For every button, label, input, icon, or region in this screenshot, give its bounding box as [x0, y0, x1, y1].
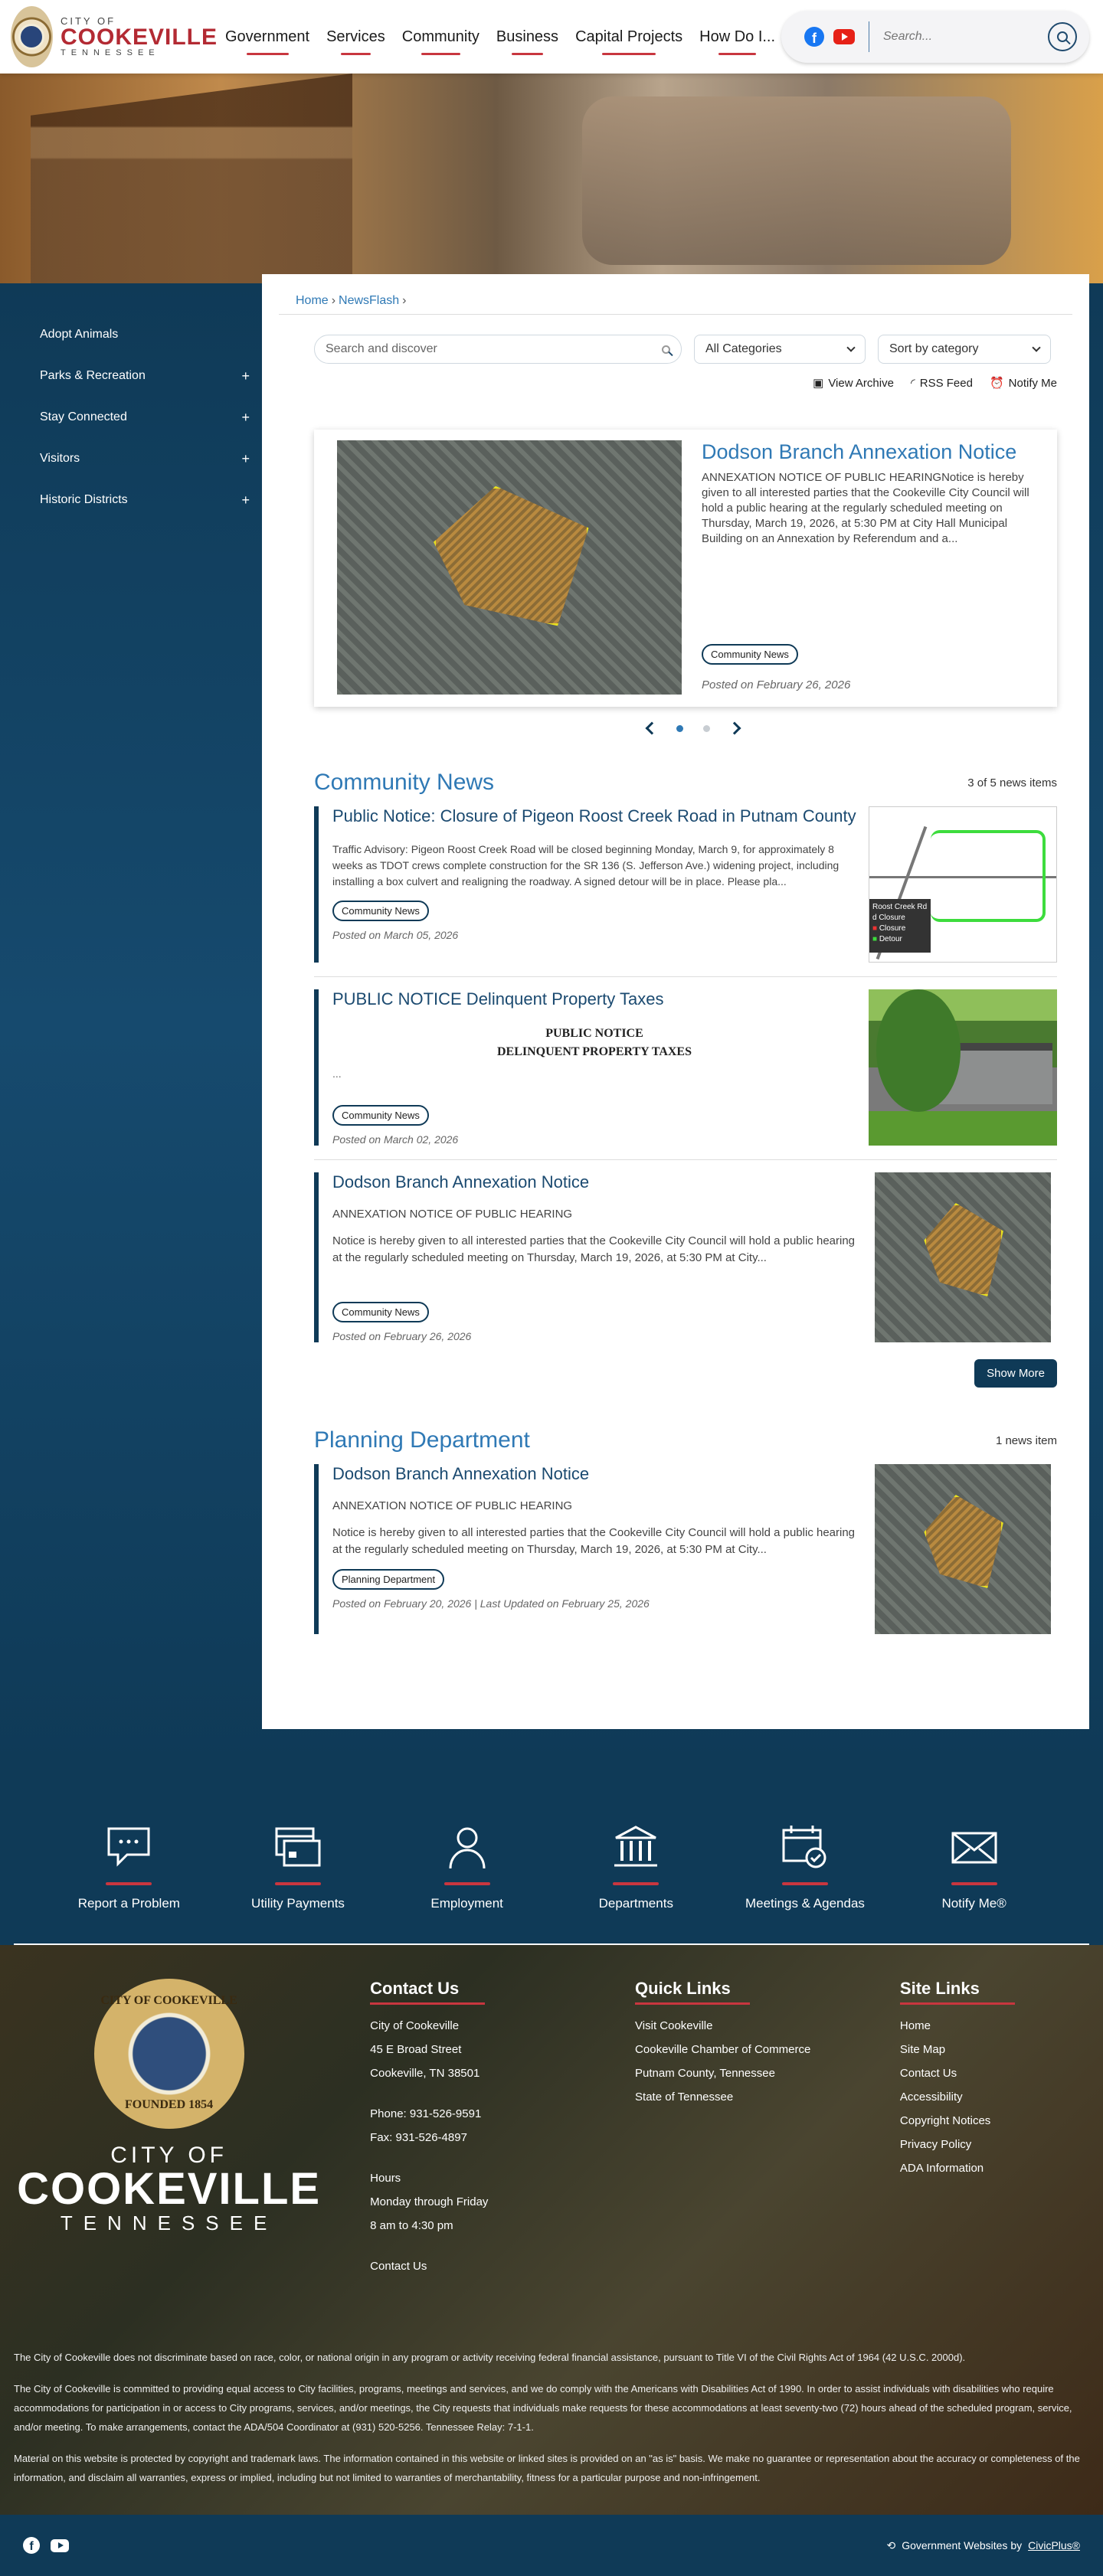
footer-link[interactable]: Privacy Policy	[899, 2138, 972, 2151]
news-date: Posted on February 26, 2026	[332, 1330, 472, 1342]
divider	[314, 1159, 1057, 1160]
alarm-clock-icon: ⏰	[989, 377, 1004, 390]
news-excerpt: PUBLIC NOTICE DELINQUENT PROPERTY TAXES	[496, 1027, 692, 1058]
envelope-icon	[950, 1824, 999, 1870]
featured-title[interactable]: Dodson Branch Annexation Notice	[702, 440, 1017, 463]
rss-icon: ◜	[910, 377, 915, 390]
featured-date: Posted on February 26, 2026	[702, 678, 851, 691]
news-date: Posted on March 02, 2026	[332, 1133, 459, 1146]
chevron-down-icon	[1032, 343, 1040, 351]
logo-city-of: CITY OF	[60, 15, 116, 27]
sidebar-item-visitors[interactable]: Visitors +	[40, 450, 250, 466]
sidebar-item-stay-connected[interactable]: Stay Connected +	[40, 409, 250, 425]
footer-link[interactable]: State of Tennessee	[635, 2091, 734, 2104]
footer-phone[interactable]: Phone: 931-526-9591	[370, 2107, 482, 2120]
news-item: PUBLIC NOTICE Delinquent Property Taxes PUBLIC NOTICE DELINQUENT PROPERTY TAXES ... Community News Posted on March 02, 2026	[314, 989, 1057, 1146]
chevron-left-icon[interactable]	[646, 722, 659, 735]
quick-link-notify-me[interactable]: Notify Me®	[898, 1824, 1051, 1911]
news-count: 3 of 5 news items	[967, 776, 1057, 789]
gazebo-image	[31, 74, 352, 283]
news-filters	[314, 335, 1072, 364]
footer-link[interactable]: ADA Information	[899, 2162, 984, 2175]
hero-banner	[0, 74, 1103, 283]
ada-notice: The City of Cookeville is committed to providing equal access to City facilities, programs, meetings and services, and we do comply with the Americans with Disabilities Act of 1990. In order to assist individuals with disabilities who require accommodations for participation in or access to City programs, services, and/or meetings, the City requests that individuals make requests for these accommodations at least seventy-two (72) hours ahead of the scheduled program, service, and/or meeting. To make arrangements, contact the ADA/504 Coordinator at (931) 520-5256. Tennessee Relay: 7-1-1.	[14, 2383, 1072, 2433]
road-closure-map-image[interactable]: Roost Creek Rd d Closure ■ Closure ■ Detour	[869, 806, 1057, 963]
footer-heading: Site Links	[900, 1979, 1089, 1999]
footer-link[interactable]: Contact Us	[899, 2067, 957, 2080]
civicplus-link[interactable]: CivicPlus®	[1028, 2539, 1080, 2551]
category-select[interactable]: All Categories	[694, 335, 866, 364]
view-archive-link[interactable]: ▣ View Archive	[813, 376, 894, 390]
annexation-map-image[interactable]	[875, 1172, 1051, 1342]
footer-heading: Contact Us	[370, 1979, 635, 1999]
archive-box-icon: ▣	[813, 377, 824, 390]
nav-community[interactable]: Community	[402, 24, 479, 51]
quick-link-departments[interactable]: Departments	[559, 1824, 712, 1911]
breadcrumb-home[interactable]: Home	[296, 294, 329, 307]
category-tag[interactable]: Community News	[332, 1105, 429, 1126]
rss-feed-link[interactable]: ◜ RSS Feed	[910, 376, 973, 390]
nav-business[interactable]: Business	[496, 24, 558, 51]
search-icon	[662, 345, 670, 354]
credit-card-icon	[273, 1824, 322, 1870]
category-tag[interactable]: Planning Department	[332, 1569, 444, 1590]
news-excerpt: Notice is hereby given to all interested parties that the Cookeville City Council will hold a public hearing at the regularly scheduled meeting on Thursday, March 19, 2026, at 5:30 PM at City...	[332, 1234, 856, 1264]
footer-link[interactable]: Site Map	[899, 2043, 946, 2056]
chevron-down-icon	[846, 343, 855, 351]
person-icon	[443, 1824, 492, 1870]
news-title[interactable]: PUBLIC NOTICE Delinquent Property Taxes	[332, 989, 664, 1008]
youtube-icon[interactable]	[833, 29, 855, 44]
quick-link-meetings-agendas[interactable]: Meetings & Agendas	[728, 1824, 882, 1911]
featured-news-card[interactable]	[314, 430, 1057, 707]
footer-link[interactable]: Visit Cookeville	[635, 2019, 713, 2032]
sidebar-item-adopt-animals[interactable]: Adopt Animals	[40, 328, 119, 341]
category-tag[interactable]: Community News	[332, 1302, 429, 1322]
category-tag[interactable]: Community News	[332, 901, 429, 921]
footer-link[interactable]: Putnam County, Tennessee	[635, 2067, 775, 2080]
title-vi-notice: The City of Cookeville does not discriminate based on race, color, or national origin in any program or activity receiving federal financial assistance, pursuant to Title VI of the Civil Rights Act of 1964 (42 U.S.C. 2000d).	[14, 2352, 966, 2363]
main-nav	[225, 24, 775, 51]
building-icon	[611, 1824, 660, 1870]
breadcrumb-newsflash[interactable]: NewsFlash	[339, 294, 400, 307]
footer-heading: Quick Links	[635, 1979, 900, 1999]
logo-name: COOKEVILLE	[60, 25, 218, 50]
news-title[interactable]: Dodson Branch Annexation Notice	[332, 1172, 590, 1192]
breadcrumb: Home › NewsFlash ›	[279, 294, 1072, 315]
quick-link-employment[interactable]: Employment	[391, 1824, 544, 1911]
city-seal-icon: CITY OF COOKEVILLE FOUNDED 1854	[94, 1979, 244, 2129]
expand-plus-icon[interactable]: +	[241, 450, 250, 466]
quick-link-report-problem[interactable]: Report a Problem	[52, 1824, 205, 1911]
footer-link[interactable]: Copyright Notices	[899, 2114, 991, 2127]
facebook-icon[interactable]: f	[23, 2537, 40, 2554]
nav-services[interactable]: Services	[326, 24, 385, 51]
news-subtitle: ANNEXATION NOTICE OF PUBLIC HEARING	[332, 1499, 573, 1512]
category-tag[interactable]: Community News	[702, 644, 798, 665]
section-title: Planning Department	[314, 1427, 530, 1453]
facebook-icon[interactable]: f	[804, 27, 824, 47]
city-seal-icon	[11, 6, 53, 67]
quick-link-utility-payments[interactable]: Utility Payments	[221, 1824, 375, 1911]
header-utility-bar	[781, 11, 1089, 63]
news-excerpt: Traffic Advisory: Pigeon Roost Creek Road will be closed beginning Monday, March 9, for approximately 8 weeks as TDOT crews complete construction for the SR 136 (S. Jefferson Ave.) widening project, including installing a box culvert and realigning the roadway. A signed detour will be in place. Please pla...	[332, 843, 840, 888]
search-button[interactable]	[1048, 22, 1077, 51]
featured-carousel-controls	[314, 724, 1072, 733]
news-content	[262, 274, 1089, 1729]
news-date: Posted on February 20, 2026 | Last Updated on February 25, 2026	[332, 1597, 650, 1610]
footer-contact: Contact Us City of Cookeville 45 E Broad Street Cookeville, TN 38501 Phone: 931-526-9591 Fax: 931-526-4897 Hours Monday through Friday 8 am to 4:30 pm Contact Us	[370, 1979, 635, 2339]
nav-government[interactable]: Government	[225, 24, 309, 51]
civicplus-icon: ⟲	[886, 2538, 896, 2551]
notify-me-link[interactable]: ⏰ Notify Me	[989, 376, 1057, 390]
youtube-icon[interactable]	[51, 2539, 69, 2552]
logo-state: TENNESSEE	[60, 48, 160, 57]
main-area	[0, 283, 1103, 1761]
footer-contact-link[interactable]: Contact Us	[370, 2260, 427, 2273]
chat-bubble-icon	[104, 1824, 153, 1870]
annexation-map-image	[337, 440, 682, 695]
footer-link[interactable]: Cookeville Chamber of Commerce	[635, 2043, 811, 2056]
nav-how-do-i[interactable]: How Do I...	[699, 24, 775, 51]
sort-select[interactable]: Sort by category	[878, 335, 1051, 364]
site-footer	[0, 1945, 1103, 2515]
news-excerpt: Notice is hereby given to all interested parties that the Cookeville City Council will hold a public hearing at the regularly scheduled meeting on Thursday, March 19, 2026, at 5:30 PM at City...	[332, 1526, 856, 1556]
expand-plus-icon[interactable]: +	[241, 368, 250, 384]
footer-quick-links	[635, 1979, 900, 2339]
footer-logo[interactable]: CITY OF COOKEVILLE FOUNDED 1854 CITY OF COOKEVILLE TENNESSEE	[14, 1979, 370, 2339]
community-news-list	[314, 806, 1057, 1342]
footer-link[interactable]: Home	[899, 2019, 931, 2032]
nav-capital-projects[interactable]: Capital Projects	[575, 24, 682, 51]
quick-links-bar	[14, 1792, 1089, 1945]
site-header	[0, 0, 1103, 74]
carousel-dot[interactable]	[676, 725, 683, 732]
footer-site-links	[900, 1979, 1089, 2339]
news-item	[314, 1172, 1057, 1342]
news-search-input[interactable]: Search and discover	[314, 335, 682, 364]
news-title[interactable]: Dodson Branch Annexation Notice	[332, 1464, 590, 1483]
legal-notices	[14, 2348, 1089, 2487]
show-more-button[interactable]: Show More	[974, 1359, 1057, 1388]
site-search-input[interactable]	[883, 30, 1021, 44]
planning-news-list	[314, 1464, 1057, 1634]
expand-plus-icon[interactable]: +	[241, 492, 250, 508]
community-news-header	[314, 770, 1057, 796]
sidebar-item-historic-districts[interactable]: Historic Districts +	[40, 492, 250, 508]
stone-fountain-image	[582, 96, 1011, 265]
news-subtitle: ANNEXATION NOTICE OF PUBLIC HEARING	[332, 1208, 573, 1221]
section-title: Community News	[314, 770, 495, 795]
divider	[314, 976, 1057, 977]
news-count: 1 news item	[995, 1433, 1057, 1447]
expand-plus-icon[interactable]: +	[241, 409, 250, 425]
bottom-bar: f ⟲ Government Websites by CivicPlus®	[0, 2515, 1103, 2576]
annexation-map-image[interactable]	[875, 1464, 1051, 1634]
city-logo[interactable]	[11, 6, 218, 67]
copyright-notice: Material on this website is protected by copyright and trademark laws. The information contained in this website or linked sites is provided on an "as is" basis. We make no guarantee or representation about the accuracy or completeness of the information, and disclaim all warranties, express or implied, including but not limited to warranties of merchantability, fitness for a particular purpose and non-infringement.	[14, 2453, 1080, 2483]
news-title[interactable]: Public Notice: Closure of Pigeon Roost Creek Road in Putnam County	[332, 806, 856, 825]
building-photo-image[interactable]	[869, 989, 1057, 1146]
news-item	[314, 1464, 1057, 1634]
chevron-right-icon[interactable]	[728, 722, 741, 735]
sidebar-item-parks-recreation[interactable]: Parks & Recreation +	[40, 368, 250, 384]
news-date: Posted on March 05, 2026	[332, 929, 459, 941]
planning-news-header	[314, 1427, 1057, 1453]
calendar-check-icon	[781, 1824, 830, 1870]
footer-link[interactable]: Accessibility	[899, 2091, 963, 2104]
news-actions	[279, 376, 1057, 390]
carousel-dot[interactable]	[703, 725, 710, 732]
site-search	[883, 22, 1077, 51]
search-icon	[1057, 31, 1068, 42]
sidebar	[0, 283, 260, 521]
featured-excerpt: ANNEXATION NOTICE OF PUBLIC HEARINGNotice is hereby given to all interested parties that the Cookeville City Council will hold a public hearing at the regularly scheduled meeting on Thursday, March 19, 2026, at 5:30 PM at City Hall Municipal Building on an Annexation by Referendum and a...	[702, 471, 1029, 545]
news-item	[314, 806, 1057, 963]
